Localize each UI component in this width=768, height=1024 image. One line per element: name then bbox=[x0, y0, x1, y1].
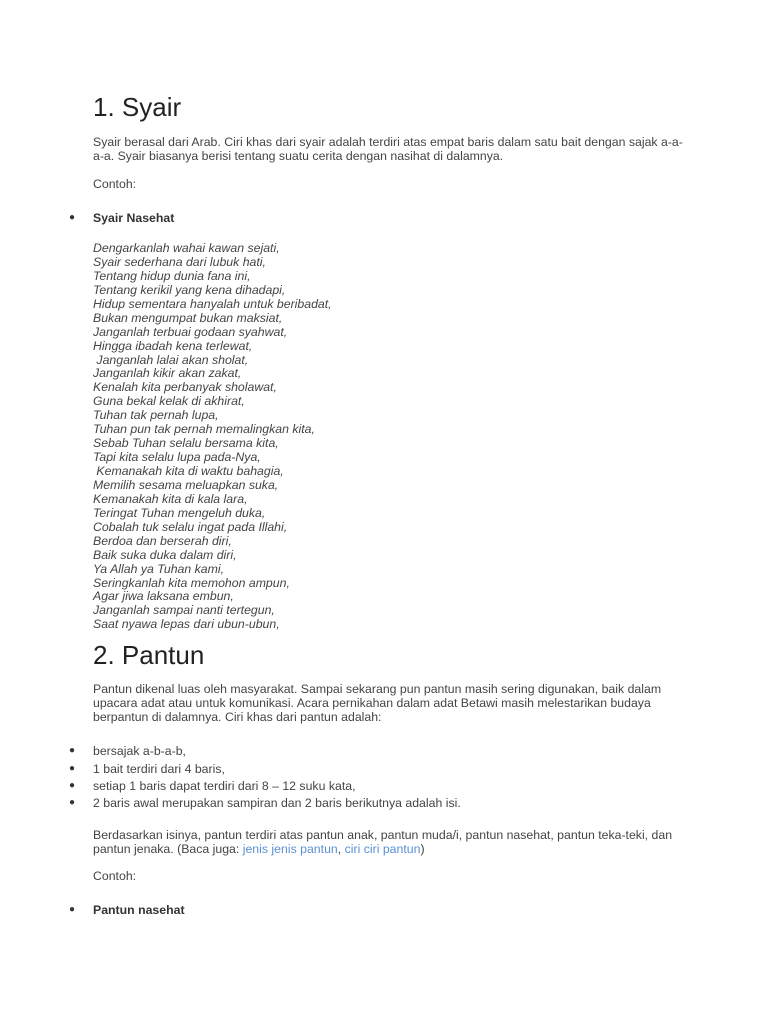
poem-line: Syair sederhana dari lubuk hati, bbox=[93, 254, 266, 269]
poem-line: Hingga ibadah kena terlewat, bbox=[93, 338, 253, 353]
pantun-characteristic-item: setiap 1 baris dapat terdiri dari 8 – 12 suku kata, bbox=[93, 779, 356, 793]
poem-line: Agar jiwa laksana embun, bbox=[93, 589, 234, 604]
poem-line: Tuhan pun tak pernah memalingkan kita, bbox=[93, 422, 315, 437]
poem-line: Seringkanlah kita memohon ampun, bbox=[93, 575, 290, 590]
pantun-types-paragraph bbox=[93, 828, 683, 856]
poem-line: Tuhan tak pernah lupa, bbox=[93, 408, 219, 423]
link-ciri-ciri-pantun[interactable]: ciri ciri pantun bbox=[344, 842, 421, 856]
poem-line: Janganlah lalai akan sholat, bbox=[93, 352, 249, 367]
poem-line: Teringat Tuhan mengeluh duka, bbox=[93, 505, 266, 520]
link-jenis-jenis-pantun[interactable]: jenis jenis pantun bbox=[242, 842, 338, 856]
link-separator: , bbox=[337, 842, 345, 856]
poem-line: Janganlah sampai nanti tertegun, bbox=[93, 603, 275, 618]
syair-example-title: Syair Nasehat bbox=[93, 211, 175, 225]
poem-line: Bukan mengumpat bukan maksiat, bbox=[93, 310, 283, 325]
pantun-characteristic-item: 1 bait terdiri dari 4 baris, bbox=[93, 762, 225, 776]
poem-line: Baik suka duka dalam diri, bbox=[93, 547, 237, 562]
poem-line: Janganlah kikir akan zakat, bbox=[93, 366, 242, 381]
poem-line: Kenalah kita perbanyak sholawat, bbox=[93, 380, 277, 395]
pantun-characteristic-item: 2 baris awal merupakan sampiran dan 2 baris berikutnya adalah isi. bbox=[93, 796, 461, 810]
pantun-example-title: Pantun nasehat bbox=[93, 903, 185, 917]
poem-line: Guna bekal kelak di akhirat, bbox=[93, 394, 245, 409]
poem-line: Hidup sementara hanyalah untuk beribadat, bbox=[93, 296, 332, 311]
syair-poem bbox=[93, 242, 332, 632]
poem-line: Sebab Tuhan selalu bersama kita, bbox=[93, 436, 279, 451]
section-heading-syair: 1. Syair bbox=[93, 92, 182, 122]
pantun-characteristic-item: bersajak a-b-a-b, bbox=[93, 744, 186, 758]
poem-line: Tentang kerikil yang kena dihadapi, bbox=[93, 282, 286, 297]
poem-line: Tentang hidup dunia fana ini, bbox=[93, 268, 251, 283]
poem-line: Tapi kita selalu lupa pada-Nya, bbox=[93, 450, 261, 465]
poem-line: Saat nyawa lepas dari ubun-ubun, bbox=[93, 617, 280, 632]
pantun-intro-paragraph: Pantun dikenal luas oleh masyarakat. Sampai sekarang pun pantun masih sering digunakan, baik dalam upacara adat atau untuk komunikasi. Acara pernikahan dalam adat Betawi masih melestarikan budaya berpantun di dalamnya. Ciri khas dari pantun adalah: bbox=[93, 682, 662, 724]
syair-intro-paragraph: Syair berasal dari Arab. Ciri khas dari syair adalah terdiri atas empat baris dalam satu bait dengan sajak a-a-a-a. Syair biasanya berisi tentang suatu cerita dengan nasihat di dalamnya. bbox=[93, 135, 683, 163]
poem-line: Cobalah tuk selalu ingat pada Illahi, bbox=[93, 519, 288, 534]
bullet-icon: ● bbox=[69, 212, 76, 223]
section-heading-pantun: 2. Pantun bbox=[93, 640, 205, 670]
bullet-icon: ● bbox=[69, 780, 76, 791]
bullet-icon: ● bbox=[69, 745, 76, 756]
poem-line: Dengarkanlah wahai kawan sejati, bbox=[93, 241, 280, 255]
poem-line: Memilih sesama meluapkan suka, bbox=[93, 477, 279, 492]
bullet-icon: ● bbox=[69, 904, 76, 915]
poem-line: Kemanakah kita di kala lara, bbox=[93, 491, 248, 506]
close-paren: ) bbox=[420, 842, 425, 856]
bullet-icon: ● bbox=[69, 797, 76, 808]
poem-line: Ya Allah ya Tuhan kami, bbox=[93, 561, 225, 576]
poem-line: Berdoa dan berserah diri, bbox=[93, 533, 232, 548]
bullet-icon: ● bbox=[69, 763, 76, 774]
syair-contoh-label: Contoh: bbox=[93, 177, 137, 191]
poem-line: Kemanakah kita di waktu bahagia, bbox=[93, 464, 284, 478]
pantun-types-text: Berdasarkan isinya, pantun terdiri atas pantun anak, pantun muda/i, pantun nasehat, pantun teka-teki, dan pantun jenaka. (Baca juga: bbox=[93, 828, 673, 856]
poem-line: Janganlah terbuai godaan syahwat, bbox=[93, 324, 288, 339]
pantun-contoh-label: Contoh: bbox=[93, 869, 137, 883]
